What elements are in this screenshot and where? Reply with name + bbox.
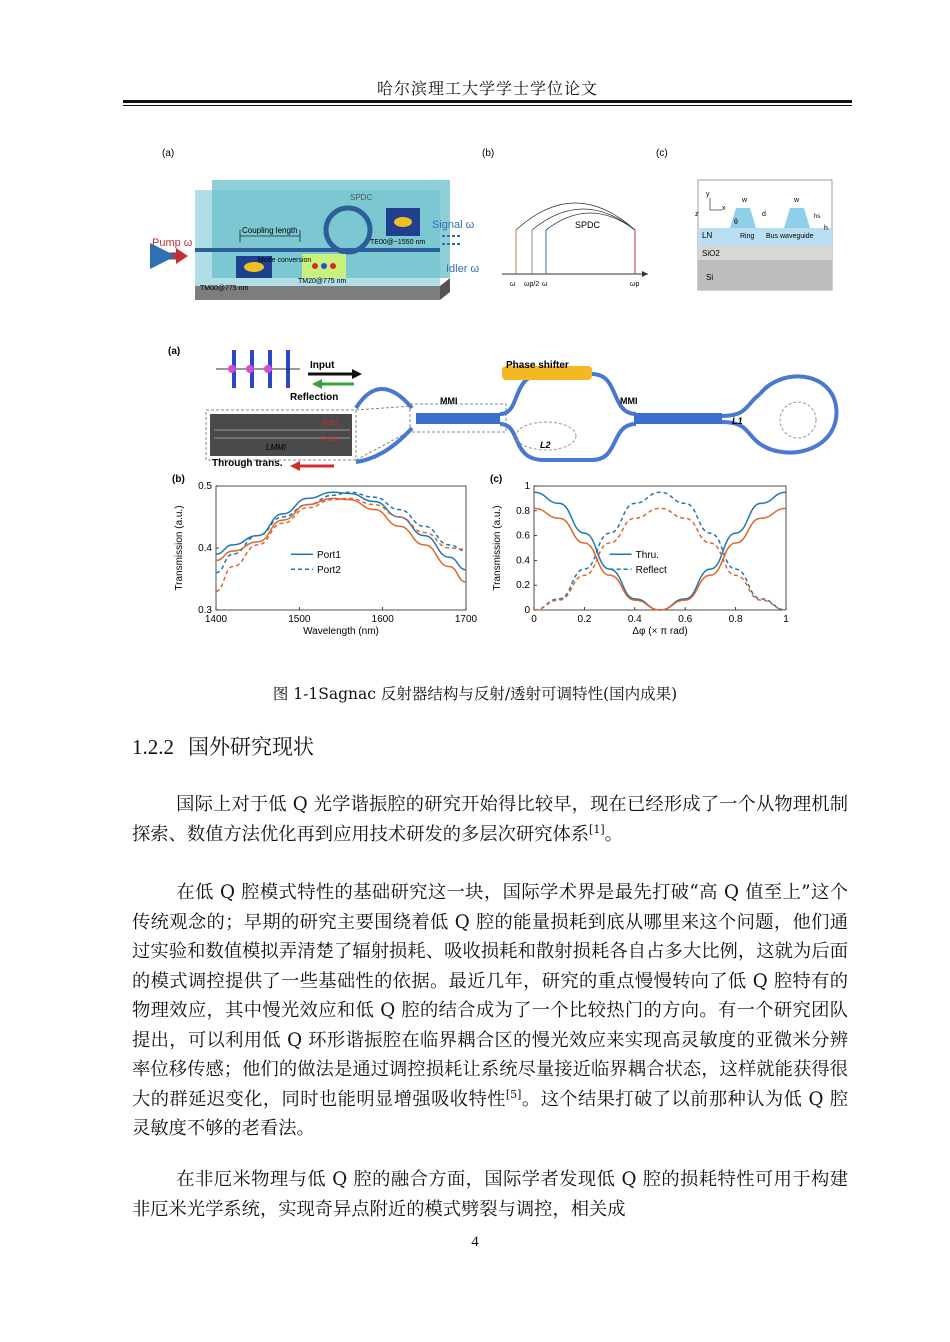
y-tick-label: 0.5 xyxy=(198,481,212,492)
c-hs: hs xyxy=(814,214,821,220)
y-tick-label: 0.8 xyxy=(516,505,530,517)
running-header: 哈尔滨理工大学学士学位论文 xyxy=(376,79,598,98)
x-tick-label: 0.2 xyxy=(577,614,592,625)
mode-conversion-label: Mode conversion xyxy=(258,257,312,264)
spdc-energy-diagram xyxy=(502,203,648,274)
reflection-label: Reflection xyxy=(290,392,339,403)
top-a-label: (a) xyxy=(162,148,175,159)
x-tick-label: 0 xyxy=(531,614,537,625)
paragraph-1-text: 国际上对于低 Q 光学谐振腔的研究开始得比较早，现在已经形成了一个从物理机制探索、数值方法优化再到应用技术研发的多层次研究体系 xyxy=(132,794,848,845)
paragraph-3 xyxy=(132,1165,848,1224)
section-title: 国外研究现状 xyxy=(188,735,314,759)
chart-b xyxy=(172,474,478,637)
l2-label: L2 xyxy=(540,440,551,450)
series-line xyxy=(216,492,466,570)
b-axis-omega-p: ωp xyxy=(630,281,640,288)
section-number: 1.2.2 xyxy=(132,735,174,759)
tm00-label: TM00@775 nm xyxy=(200,285,249,292)
x-tick-label: 1600 xyxy=(371,614,394,625)
figure xyxy=(150,138,850,648)
legend-label: Port2 xyxy=(317,565,341,577)
c-sio2: SiO2 xyxy=(702,249,720,258)
legend-label: Port1 xyxy=(317,550,341,562)
header-rule-thin xyxy=(123,105,852,106)
paragraph-2-text: 在低 Q 腔模式特性的基础研究这一块，国际学术界是最先打破“高 Q 值至上”这个传统观念的；早期的研究主要围绕着低 Q 腔的能量损耗到底从哪里来这个问题，他们通过实验和数值模拟弄清楚了辐射损耗、吸收损耗和散射损耗各自占多大比例，这就为后面的模式调控提供了一些基础性的依据。最近几年，研究的重点慢慢转向了低 Q 腔特有的物理效应，其中慢光效应和低 Q 腔的结合成为了一个比较热门的方向。有一个研究团队提出，可以利用低 Q 环形谐振腔在临界耦合区的慢光效应来实现高灵敏度的亚微米分辨率位移传感；他们的做法是通过调控损耗让系统尽量接近临界耦合状态，这样就能获得很大的群延迟变化，同时也能明显增强吸收特性 xyxy=(132,882,848,1110)
c-ring: Ring xyxy=(740,233,755,240)
input-label: Input xyxy=(310,360,335,371)
series-line xyxy=(534,508,786,610)
x-tick-label: 1 xyxy=(783,614,789,625)
b-axis-omega-i: ω xyxy=(510,281,516,288)
mmi-left-label: MMI xyxy=(440,396,458,406)
c-h: h xyxy=(824,225,828,232)
b-spdc-label: SPDC xyxy=(575,220,601,230)
paragraph-1-tail: 。 xyxy=(604,823,623,845)
legend-label: Thru. xyxy=(635,550,659,562)
coupling-length-label: Coupling length xyxy=(242,226,298,235)
idler-label: Idler ω xyxy=(446,263,480,275)
c-ln: LN xyxy=(702,231,713,240)
x-axis-label: Wavelength (nm) xyxy=(303,626,379,637)
paragraph-3-text: 在非厄米物理与低 Q 腔的融合方面，国际学者发现低 Q 腔的损耗特性可用于构建非厄米光学系统，实现奇异点附近的模式劈裂与调控，相关成 xyxy=(132,1169,848,1220)
section-heading xyxy=(132,731,314,761)
signal-label: Signal ω xyxy=(432,219,475,231)
series-line xyxy=(534,492,786,610)
y-tick-label: 0.2 xyxy=(516,580,530,592)
c-theta: θ xyxy=(734,219,738,226)
series-line xyxy=(534,508,786,610)
series-line xyxy=(534,492,786,610)
lmmi-label: LMMI xyxy=(266,443,286,452)
citation: [1] xyxy=(589,822,605,836)
b-axis-omega-p-half: ωp/2 xyxy=(524,281,540,288)
top-b-label: (b) xyxy=(482,148,495,159)
phase-shifter-label: Phase shifter xyxy=(506,360,569,371)
y-axis-label: Transmission (a.u.) xyxy=(174,505,185,591)
citation: [5] xyxy=(505,1087,522,1101)
series-line xyxy=(216,498,466,582)
y-tick-label: 0.4 xyxy=(516,555,530,567)
te00-label: TE00@~1550 nm xyxy=(370,239,426,246)
plot-frame xyxy=(534,486,786,610)
chart-c xyxy=(490,474,789,637)
mmi-right-label: MMI xyxy=(620,396,638,406)
tm20-label: TM20@775 nm xyxy=(298,278,347,285)
bottom-a-label: (a) xyxy=(168,346,181,357)
c-axis-z: z xyxy=(695,211,699,218)
paragraph-2 xyxy=(132,878,848,1144)
x-tick-label: 0.6 xyxy=(678,614,693,625)
x-tick-label: 0.8 xyxy=(728,614,743,625)
legend-label: Reflect xyxy=(635,565,667,577)
b-axis-omega-s: ω xyxy=(542,281,548,288)
through-label: Through trans. xyxy=(212,458,283,469)
figure-caption: 图 1-1Sagnac 反射器结构与反射/透射可调特性(国内成果) xyxy=(272,685,678,703)
header-rule-thick xyxy=(123,100,852,103)
y-tick-label: 0 xyxy=(524,605,530,616)
x-tick-label: 1500 xyxy=(288,614,311,625)
c-axis-y: y xyxy=(706,191,710,198)
c-w1: w xyxy=(742,197,748,204)
paragraph-2-tail: 。这个结果打破了以前那种认为低 Q 腔灵敏度不够的老看法。 xyxy=(132,1088,849,1139)
pump-label: Pump ω xyxy=(152,237,193,249)
plot-frame xyxy=(216,486,466,610)
series-line xyxy=(216,492,466,573)
y-axis-label: Transmission (a.u.) xyxy=(492,505,503,591)
x-axis-label: Δφ (× π rad) xyxy=(632,626,688,637)
port2-label: Port2 xyxy=(322,436,339,443)
y-tick-label: 1 xyxy=(524,481,530,492)
x-tick-label: 0.4 xyxy=(627,614,642,625)
page-number: 4 xyxy=(471,1234,479,1250)
series-line xyxy=(216,498,466,591)
x-tick-label: 1700 xyxy=(454,614,478,625)
spdc-label: SPDC xyxy=(350,193,373,202)
paragraph-1 xyxy=(132,790,848,849)
l1-label: L1 xyxy=(732,416,743,426)
panel-label: (b) xyxy=(172,474,185,485)
y-tick-label: 0.4 xyxy=(198,543,212,554)
port1-label: Port1 xyxy=(322,420,339,427)
x-tick-label: 1400 xyxy=(204,614,228,625)
c-si: Si xyxy=(706,273,714,282)
y-tick-label: 0.3 xyxy=(198,605,212,616)
c-bus: Bus waveguide xyxy=(766,233,814,240)
c-d: d xyxy=(762,211,766,218)
c-w2: w xyxy=(794,197,800,204)
panel-label: (c) xyxy=(490,474,503,485)
c-axis-x: x xyxy=(722,205,726,212)
top-c-label: (c) xyxy=(656,148,668,159)
y-tick-label: 0.6 xyxy=(516,530,530,542)
